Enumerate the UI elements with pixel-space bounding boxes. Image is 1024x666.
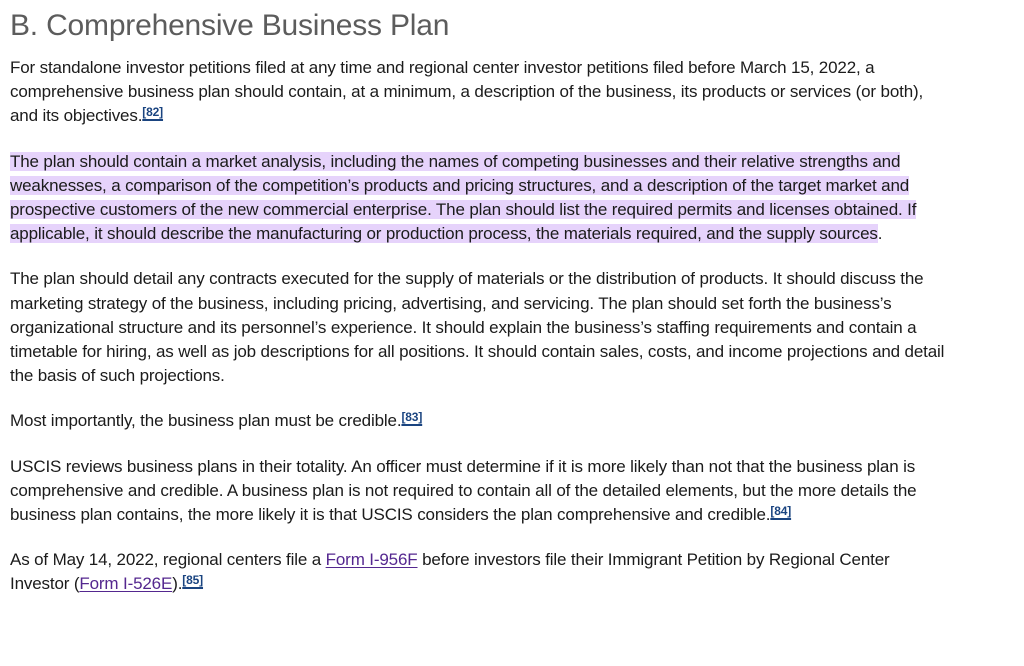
paragraph-tail: .: [877, 224, 883, 244]
paragraph-business-plan-minimum: [10, 56, 950, 129]
footnote-ref-83: [401, 410, 422, 424]
footnote-link-82[interactable]: [82]: [142, 105, 164, 120]
paragraph-text-after: ).: [172, 574, 183, 594]
paragraph-text-before: As of May 14, 2022, regional centers file a: [10, 550, 326, 570]
form-i-956f-link[interactable]: Form I-956F: [325, 550, 418, 570]
footnote-ref-84: [770, 504, 791, 518]
form-i-526e-link[interactable]: Form I-526E: [79, 574, 173, 594]
paragraph-uscis-review: [10, 455, 950, 528]
footnote-ref-85: [182, 573, 203, 587]
footnote-link-85[interactable]: [85]: [182, 573, 204, 588]
paragraph-regional-centers: [10, 548, 950, 596]
paragraph-market-analysis: [10, 150, 950, 247]
paragraph-contracts-marketing: [10, 267, 950, 388]
paragraph-text: For standalone investor petitions filed at any time and regional center investor petitions filed before March 15, 2022, a comprehensive business plan should contain, at a minimum, a description of the business, its products or services (or both), and its objectives.: [10, 58, 924, 126]
paragraph-text: USCIS reviews business plans in their totality. An officer must determine if it is more likely than not that the business plan is comprehensive and credible. A business plan is not required to contain all of the detailed elements, but the more details the business plan contains, the more likely it is that USCIS considers the plan comprehensive and credible.: [10, 456, 917, 525]
footnote-link-84[interactable]: [84]: [770, 504, 792, 519]
policy-section: [10, 6, 950, 618]
footnote-ref-82: [142, 105, 163, 119]
highlighted-text: The plan should contain a market analysis, including the names of competing businesses and their relative strengths and weaknesses, a comparison of the competition’s products and pricing structures, and a description of the target market and prospective customers of the new commercial enterprise. The plan should list the required permits and licenses obtained. If applicable, it should describe the manufacturing or production process, the materials required, and the supply sources: [10, 151, 917, 244]
section-title: B. Comprehensive Business Plan: [10, 9, 450, 42]
paragraph-credibility: [10, 409, 950, 433]
paragraph-text: The plan should detail any contracts executed for the supply of materials or the distribution of products. It should discuss the marketing strategy of the business, including pricing, advertising, and servicing. The plan should set forth the business’s organizational structure and its personnel’s experience. It should explain the business’s staffing requirements and contain a timetable for hiring, as well as job descriptions for all positions. It should contain sales, costs, and income projections and detail the basis of such projections.: [10, 269, 945, 386]
paragraph-text-middle: before investors file their Immigrant Petition by Regional Center Investor (: [10, 550, 890, 594]
paragraph-text: Most importantly, the business plan must be credible.: [10, 411, 402, 431]
footnote-link-83[interactable]: [83]: [401, 410, 423, 425]
